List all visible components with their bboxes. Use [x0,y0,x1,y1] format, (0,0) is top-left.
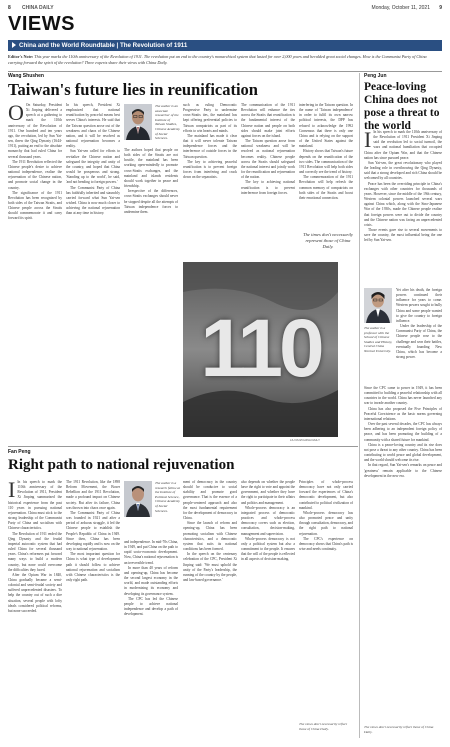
issue-date: Monday, October 11, 2021 [371,5,430,11]
divider [8,446,358,447]
article2-column-5: also depends on whether the people have the right to vote and appoint the government, and whether they have the right to participate in their affairs and politics and management. Whole-process democracy is an integrated process of democratic practices and whole-process democracy covers such as election, consultation, decision-making, management and supervision. Whole-process democracy is not only a political system but also a commitment to the people. It ensures that the will of the people is reflected in all aspects of decision-making. [241,480,295,562]
column-divider [359,73,360,738]
editor-note-text: This year marks the 110th anniversary of the Revolution of 1911. The revolution put an end to the country's monarchical system that lasted for over 2,000 years and heralded great social changes. How is the Communist Party of China carrying forward the spirit of the revolution? Three experts share their views with China Daily. [8,54,427,65]
anniversary-number: 110 [200,303,321,394]
graphic-credit: LIU RUI/CHINA DAILY [290,438,320,442]
article3-column-2a: Yet after his death, the foreign powers continued their influence for years to come. Western powers sought to bully China and some people wanted to give the country to foreign influence. Under the leadership of the Communist Party of China, the Chinese people rose to the challenge and won their battles, eventually founding New China, which has become a strong power. [396,288,442,360]
article2-column-4: ment of democracy in the country should be conducive to social stability and promote good governance. That is the essence of a people-centered approach and also the most fundamental requirement for the development of democracy in China. Since the launch of reform and opening-up, China has been promoting socialism with Chinese characteristics, and a democratic system that suits its national conditions has been formed. In the speech on the centenary celebration of the CPC, President Xi Jinping said: 'We must uphold the unity of the Party's leadership, the running of the country by the people, and law-based governance.' [183,480,237,582]
article2-column-1: I In his speech to mark the 110th anniversary of the Revolution of 1911, President Xi Jinping summarized the historical experience from the past 110 years in pursuing national rejuvenation. China must stick to the strong leadership of the Communist Party of China and socialism with Chinese characteristics. The Revolution of 1911 ended the Qing Dynasty and the feudal imperial autocratic system that had ruled China for several thousand years. China's reformers put forward many ways to build a modern country, but none could overcome the difficulties they faced. After the Opium War in 1840, China gradually became a semi-colonial and semi-feudal society and suffered unprecedented disasters. To help the country out of such a dire situation, several people with lofty ideals considered political reforms, but none succeeded. [8,480,62,613]
article3-headline: Peace-loving China does not pose a threat to the world [364,81,440,132]
dropcap: I [364,127,372,152]
article2-author-caption: The author is a research fellow at the Institute of Political Science, Chinese Academy of Social Sciences. [155,481,181,513]
author-photo [364,288,392,323]
article3-end-note: The views don't necessarily reflect those of China Daily. [364,725,434,734]
article1-author-caption: The author is an associate researcher of the Institute of Taiwan Studies, Chinese Academy of Social Sciences. [155,104,180,141]
newspaper-name: CHINA DAILY [22,5,54,11]
series-banner [8,40,442,51]
editor-note-label: Editor's Note: [8,54,34,59]
article2-byline: Fan Peng [8,449,31,455]
dropcap: O [8,100,24,125]
article1-column-3: The authors hoped that people on both sides of the Straits are not hostile, the mainland has been working open-mindedly to promote cross-Straits exchanges, and the mainland and islands residents should work together in peace and friendship. Irrespective of the differences, cross-Straits exchanges should never be stopped despite all the attempts of Taiwan independence forces to undermine them. [124,148,178,214]
series-label: China and the World Roundtable | The Revolution of 1911 [19,42,188,49]
article3-byline: Peng Jun [364,73,387,79]
divider [8,71,442,72]
article2-column-2: The 1911 Revolution, like the 1898 Reform Movement, the Boxer Rebellion and the 1911 Revolution, made a profound impact on Chinese society. But after its failure, China was thrown into chaos once again. The Communist Party of China was founded in 1921 and after a period of arduous struggle, it led the Chinese people to establish the People's Republic of China in 1949. Since then, China has been developing rapidly and is now on the way to national rejuvenation. The most important question for China is what type of development path it should follow to achieve national rejuvenation and socialism with Chinese characteristics is the only right path. [66,480,120,582]
editor-note [8,54,442,65]
article1-headline: Taiwan's future lies in reunification [8,80,258,99]
dropcap: I [8,480,16,502]
article2-headline: Right path to national rejuvenation [8,457,235,473]
article1-pull-quote: The times don't necessarily represent those of China Daily. [303,232,353,249]
right-page-number: 9 [439,5,442,11]
article1-byline: Wang Shushen [8,73,44,79]
article1-column-5: The communication of the 1911 Revolution will enhance the ties across the Straits that reunification is the fundamental interest of the Chinese nation and people on both sides should make joint efforts against forces on the island. The Taiwan question arose from national weakness and will be resolved as national rejuvenation becomes reality. Chinese people across the Straits should safeguard the national interest and jointly work for the reunification and rejuvenation of the nation. The key to achieving national reunification is to prevent interference from foreign forces. [241,103,295,195]
author-photo [124,104,152,140]
article3-author-caption: The author is a professor with the School of Chinese Studies and History, Central China Normal University. [364,326,393,353]
article1-column-6: interfering in the Taiwan question. In the name of 'Taiwan independence' in order to fulfil its own narrow political interests, the DPP has refused to acknowledge the 1992 Consensus that there is only one China and is relying on the support of the United States against the mainland. History shows that Taiwan's future depends on the reunification of the two sides. The communication of the 1911 Revolution will help both sides and correctly see the trend of history. The commemoration of the 1911 Revolution will help refresh the common memory of compatriots on both sides of the Straits and boost their emotional connection. [299,103,353,200]
left-page-number: 8 [8,5,11,11]
article2-column-6: Principles of whole-process democracy have not only carried forward the experiences of China's democratic development, but also contributed to political civilization of mankind. Whole-process democracy has also promoted peace and unity through consultation, democracy, and the right path to national rejuvenation. The CPC's experience on democracy shows that China's path is wise and needs continuity. [299,480,353,552]
article1-column-2: In his speech, President Xi emphasized that national reunification by peaceful means best serves China's interests. He said that the Taiwan question arose out of the weakness and chaos of the Chinese nation, and it will be resolved as national rejuvenation becomes a reality. Sun Yat-sen called for efforts to revitalize the Chinese nation and safeguard the integrity and unity of the country, and hoped that China would be prosperous and strong. 'Standing up to the world', he said, 'and not bending to foreign powers.' The Communist Party of China has faithfully inherited and staunchly carried forward what Sun Yat-sen wished. China is now much closer to achieving the national rejuvenation than at any time in history. [66,103,120,216]
article3-column-2b: Since the CPC came to power in 1949, it has been committed to building a peaceful relationship with all countries in the world. China has never launched any war to invade another country. China has also proposed the Five Principles of Peaceful Coexistence as the basic norms governing international relations. Over the past several decades, the CPC has always been adhering to an independent foreign policy of peace, and has been promoting the building of a community with a shared future for mankind. China is a peace-loving country and its rise does not pose a threat to any other country. China has been contributing to world peace and global development, and the world should welcome its rise. In that regard, Sun Yat-sen's remarks on peace and 'greatness' remain applicable to the Chinese development in the new era. [364,386,442,478]
article2-end-note: The views don't necessarily reflect those of China Daily. [299,722,348,731]
article2-column-3: and independence. In mid-70s China, in 1949, and put China on the path to rapid socio-economic development. Now, China's national rejuvenation is an irreversible trend. In more than 40 years of reform and opening-up, China has become the second largest economy in the world, and made outstanding efforts in modernizing its economy and developing its governance system. The CPC has led the Chinese people to achieve national independence and develop a path of development. [124,540,178,617]
section-title: VIEWS [8,13,75,35]
article1-column-1: O On Saturday, President Xi Jinping delivered a speech at a gathering to mark the 110th anniversary of the Revolution of 1911. One hundred and ten years ago, the revolution, led by Sun Yat-sen, threw the Qing Dynasty (1644-1911), putting an end to the absolute monarchy that had ruled China for several thousand years. The 1911 Revolution reflected the Chinese people's desire to achieve national independence, realize the rejuvenation of the Chinese nation, and promote social change in the country. The significance of the 1911 Revolution has been recognized by both sides of the Taiwan Straits, and Chinese people across the Straits should commemorate it and carry forward its spirit. [8,100,62,221]
article3-column-1: I In his speech to mark the 110th anniversary of the Revolution of 1911 President Xi Jinping said the revolution led to social turmoil, the wars and national humiliation that occupied China after the Opium War, and that the Chinese nation has since pursued peace. Sun Yat-sen, the great revolutionary who played the leading role in overthrowing the Qing Dynasty, said that a strong developed and rich China should be welcomed by all countries. Peace has been the overriding principle in China's exchanges with other countries for thousands of years. However, since the middle of the 19th century, Western colonial powers launched several wars against China which, along with the Sino-Japanese War of the 1930s, made the Chinese people realize that foreign powers were out to divide the country and the Chinese nation was facing an unprecedented crisis. Those events gave rise to several movements to save the country, the most influential being the one led by Sun Yat-sen. [364,127,442,243]
arrow-icon [12,42,16,48]
article1-column-4: such as ruling Democratic Progressive Party to undermine cross-Straits ties, the mainland has kept offering preferential policies to Taiwan compatriots as part of its efforts to win hearts and minds. The mainland has made it clear that it will never tolerate Taiwan independence forces and the interference of outside forces in the Taiwan question. The key to achieving peaceful reunification is to prevent foreign forces from interfering and crack down on the separatists. [183,103,237,180]
author-photo [124,481,152,517]
anniversary-graphic [183,262,338,437]
